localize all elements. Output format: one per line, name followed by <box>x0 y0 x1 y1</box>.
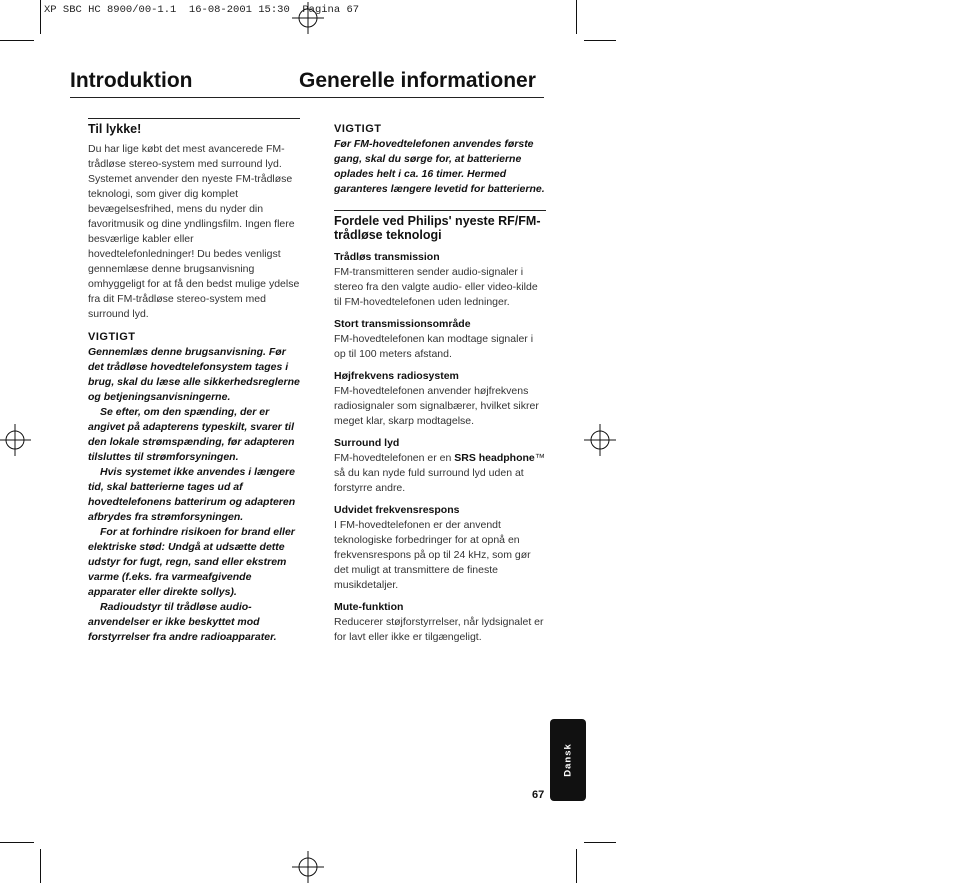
warning-paragraph: For at forhindre risikoen for brand eller elektriske stød: Undgå at udsætte dette udstyr for fugt, regn, sand eller ekstrem varme (f.eks. fra varmeafgivende apparater eller direkte sollys). <box>88 526 295 598</box>
feature-text <box>334 451 546 496</box>
page-number: 67 <box>532 789 545 801</box>
registration-mark-icon <box>0 424 31 456</box>
feature-title: Stort transmissionsområde <box>334 318 471 330</box>
crop-mark <box>40 849 41 883</box>
crop-mark <box>576 849 577 883</box>
important-label: VIGTIGT <box>334 123 382 135</box>
warning-paragraph: Hvis systemet ikke anvendes i længere tid, skal batterierne tages ud af hovedtelefonens batterirum og adapteren afbrydes fra strømforsyningen. <box>88 466 296 523</box>
registration-mark-icon <box>584 424 616 456</box>
feature-text-part: så du kan nyde fuld surround lyd uden at forstyrre andre. <box>334 467 524 494</box>
intro-paragraph: Du har lige købt det mest avancerede FM-trådløse stereo-system med surround lyd. Systemet anvender den nyeste FM-trådløse teknologi, som giver dig komplet bevægelsesfrihed, mens du nyder din favoritmusik og dine yndlingsfilm. Ingen flere besværlige kabler eller hovedtelefonledninger! Du bedes venligst gennemlæse denne brugsanvisning omhyggeligt for at få den bedst mulige ydelse fra dit FM-trådløse stereo-system med surround lyd. <box>88 143 300 320</box>
feature-text: Reducerer støjforstyrrelser, når lydsignalet er for lavt eller ikke er tilgængeligt. <box>334 616 544 643</box>
language-tab <box>550 719 586 801</box>
important-note: Før FM-hovedtelefonen anvendes første gang, skal du sørge for, at batterierne oplades helt i ca. 16 timer. Hermed garanteres længere levetid for batterierne. <box>334 138 545 195</box>
warning-paragraph: Se efter, om den spænding, der er angivet på adapterens typeskilt, svarer til den lokale strømspænding, før adapteren tilsluttes til strømforsyningen. <box>88 406 295 463</box>
left-column <box>88 118 300 645</box>
feature-title: Surround lyd <box>334 437 400 449</box>
section-divider <box>334 210 546 211</box>
language-tab-label: Dansk <box>562 743 574 777</box>
warning-paragraph: Radioudstyr til trådløse audio-anvendelser er ikke beskyttet mod forstyrrelser fra andre radioapparater. <box>88 601 277 643</box>
srs-headphone-term: SRS headphone <box>454 452 535 464</box>
trademark-symbol: ™ <box>534 452 546 464</box>
feature-text: FM-hovedtelefonen anvender højfrekvens radiosignaler som signalbærer, hvilket sikrer meget klar, skarp modtagelse. <box>334 385 539 427</box>
title-divider <box>70 97 544 98</box>
crop-mark <box>584 40 616 41</box>
important-label: VIGTIGT <box>88 331 136 343</box>
crop-mark <box>576 0 577 34</box>
warning-paragraph: Gennemlæs denne brugsanvisning. Før det trådløse hovedtelefonsystem tages i brug, skal du læse alle sikkerhedsreglerne og betjeningsanvisningerne. <box>88 346 300 403</box>
print-header: XP SBC HC 8900/00-1.1 16-08-2001 15:30 Pagina 67 <box>44 4 360 16</box>
page-title-right: Generelle informationer <box>299 69 536 92</box>
crop-mark <box>584 842 616 843</box>
section-divider <box>88 118 300 119</box>
section-heading: Til lykke! <box>88 122 142 136</box>
feature-text-part: FM-hovedtelefonen er en <box>334 452 455 464</box>
crop-mark <box>0 40 34 41</box>
right-column <box>334 122 546 645</box>
feature-title: Højfrekvens radiosystem <box>334 370 459 382</box>
page-title-left: Introduktion <box>70 69 193 92</box>
feature-text: I FM-hovedtelefonen er der anvendt teknologiske forbedringer for at opnå en frekvensrespons på op til 24 kHz, som gør det muligt at transmittere de fineste musikdetaljer. <box>334 519 531 591</box>
feature-text: FM-hovedtelefonen kan modtage signaler i op til 100 meters afstand. <box>334 333 534 360</box>
feature-title: Trådløs transmission <box>334 251 440 263</box>
feature-title: Mute-funktion <box>334 601 404 613</box>
crop-mark <box>0 842 34 843</box>
feature-text: FM-transmitteren sender audio-signaler i stereo fra den valgte audio- eller video-kilde til FM-hovedtelefonen uden ledninger. <box>334 266 538 308</box>
crop-mark <box>40 0 41 34</box>
feature-title: Udvidet frekvensrespons <box>334 504 460 516</box>
registration-mark-icon <box>292 851 324 883</box>
registration-mark-icon <box>292 2 324 34</box>
features-heading: Fordele ved Philips' nyeste RF/FM-trådløse teknologi <box>334 214 541 242</box>
